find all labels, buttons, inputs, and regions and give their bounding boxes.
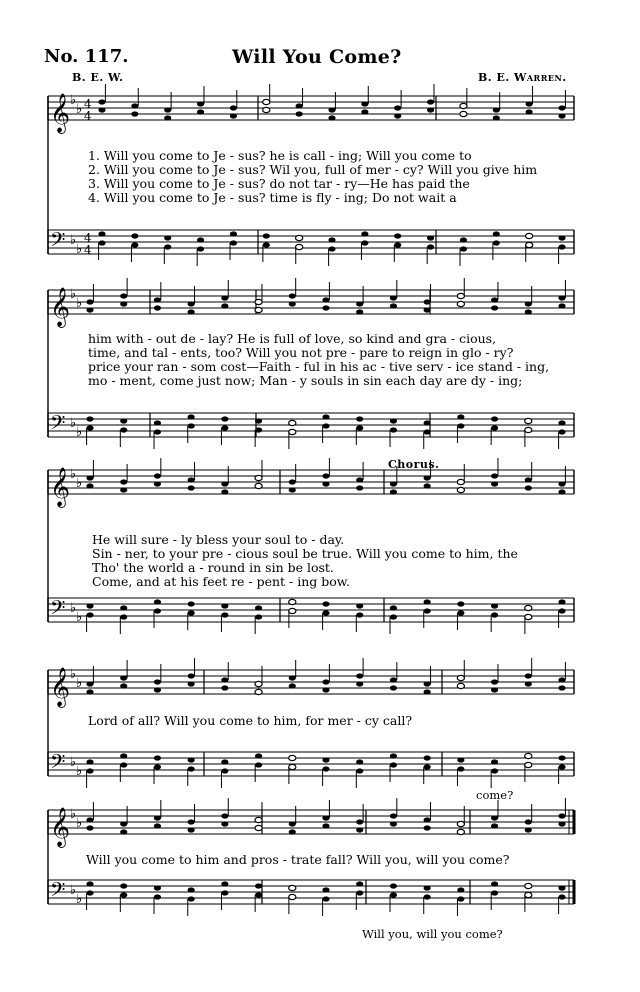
note-head [390,685,397,690]
bass-clef-icon: 𝄢 [50,750,66,778]
note-head [457,683,464,688]
lyric-line: mo - ment, come just now; Man - y souls in sin each day are dy - ing; [88,373,523,388]
note-head [356,768,363,773]
flat-icon: ♭ [76,892,83,907]
note-head [255,825,262,830]
system5-lyrics [0,852,640,897]
note-head [356,425,363,430]
note-head [197,237,204,242]
note-head [255,762,262,767]
note-head [424,483,431,488]
note-head [289,301,296,306]
lyric-line: 4. Will you come to Je - sus? time is fly - ing; Do not wait a [88,190,457,205]
time-signature: 4 [84,231,92,245]
note-head [289,675,296,680]
note-head [558,677,565,682]
note-head [86,307,93,312]
bass-clef-icon: 𝄢 [50,228,66,256]
note-head [289,487,296,492]
note-head [188,766,195,771]
note-head [289,429,296,434]
note-head [120,675,127,680]
note-head [424,825,431,830]
time-signature: 4 [84,97,92,111]
flat-icon: ♭ [70,667,77,682]
note-head [427,99,434,104]
note-head [86,759,93,764]
note-head [120,487,127,492]
note-head [424,429,431,434]
note-head [86,475,93,480]
note-head [390,821,397,826]
note-head [120,293,127,298]
words-credit: B. E. W. [72,71,124,84]
note-head [154,823,161,828]
note-head [356,301,363,306]
note-head [424,817,431,822]
note-head [255,475,262,480]
flat-icon: ♭ [76,476,83,491]
lyric-line: price your ran - som cost—Faith - ful in his ac - tive serv - ice stand - ing, [88,359,550,374]
note-head [526,109,533,114]
flat-icon: ♭ [70,416,77,431]
note-head [289,293,296,298]
note-head [131,103,138,108]
note-head [221,759,228,764]
note-head [491,823,498,828]
note-head [460,237,467,242]
note-head [491,815,498,820]
note-head [230,240,237,245]
flat-icon: ♭ [76,610,83,625]
system2-lyrics [0,331,640,421]
note-head [526,242,533,247]
note-head [525,681,532,686]
treble-clef-icon: 𝄞 [50,807,71,847]
note-head [525,301,532,306]
note-head [120,683,127,688]
note-head [390,427,397,432]
flat-icon: ♭ [70,601,77,616]
system3-lyrics [0,532,640,622]
note-head [356,477,363,482]
note-head [356,681,363,686]
note-head [131,242,138,247]
bass-clef-icon: 𝄢 [50,878,66,906]
note-head [322,305,329,310]
note-head [356,819,363,824]
note-head [493,107,500,112]
note-head [131,111,138,116]
note-head [457,896,464,901]
bass-clef-icon: 𝄢 [50,411,66,439]
note-head [197,101,204,106]
time-signature: 4 [84,109,92,123]
lyric-line: 3. Will you come to Je - sus? do not tar - ry—He has paid the [88,176,470,191]
treble-clef-icon: 𝄞 [50,467,71,507]
note-head [188,757,195,762]
note-head [457,675,464,680]
note-head [289,479,296,484]
note-head [361,101,368,106]
note-head [322,896,329,901]
lower-echo-text: Will you, will you come? [362,927,503,941]
note-head [289,829,296,834]
note-head [328,246,335,251]
note-head [457,829,464,834]
note-head [86,689,93,694]
note-head [197,246,204,251]
lyric-line: Lord of all? Will you come to him, for mer - cy call? [88,713,413,728]
flat-icon: ♭ [70,467,77,482]
note-head [525,485,532,490]
note-head [525,673,532,678]
note-head [558,113,565,118]
note-head [263,99,270,104]
note-head [322,757,329,762]
lyric-line: time, and tal - ents, too? Will you not pre - pare to reign in glo - ry? [88,345,514,360]
note-head [221,813,228,818]
note-head [188,477,195,482]
note-head [221,685,228,690]
note-head [221,303,228,308]
note-head [322,473,329,478]
note-head [221,768,228,773]
note-head [390,813,397,818]
note-head [427,107,434,112]
note-head [558,295,565,300]
note-head [491,305,498,310]
note-head [255,299,262,304]
note-head [328,237,335,242]
note-head [86,817,93,822]
note-head [491,481,498,486]
lyric-line: Come, and at his feet re - pent - ing bow. [92,574,350,589]
note-head [558,303,565,308]
note-head [120,301,127,306]
note-head [120,427,127,432]
lyric-line: him with - out de - lay? He is full of love, so kind and gra - cious, [88,331,497,346]
flat-icon: ♭ [76,676,83,691]
bass-clef-icon: 𝄢 [50,596,66,624]
note-head [188,309,195,314]
note-head [460,103,467,108]
note-head [221,489,228,494]
treble-clef-icon: 𝄞 [50,93,71,133]
note-head [491,768,498,773]
note-head [424,681,431,686]
note-head [491,473,498,478]
note-head [328,107,335,112]
flat-icon: ♭ [76,242,83,257]
note-head [491,759,498,764]
note-head [289,764,296,769]
note-head [525,309,532,314]
note-head [427,244,434,249]
note-head [356,309,363,314]
note-head [356,673,363,678]
note-head [188,673,195,678]
note-head [361,109,368,114]
note-head [86,299,93,304]
flat-icon: ♭ [70,233,77,248]
note-head [493,115,500,120]
note-head [188,301,195,306]
note-head [154,473,161,478]
note-head [263,107,270,112]
note-head [154,305,161,310]
note-head [394,242,401,247]
note-head [120,829,127,834]
note-head [322,297,329,302]
note-head [98,240,105,245]
note-head [86,483,93,488]
note-head [164,107,171,112]
note-head [558,764,565,769]
hymn-title: Will You Come? [232,46,402,68]
note-head [322,423,329,428]
note-head [289,683,296,688]
note-head [120,762,127,767]
note-head [154,420,161,425]
note-head [390,295,397,300]
note-head [394,113,401,118]
note-head [558,105,565,110]
note-head [356,485,363,490]
flat-icon: ♭ [76,296,83,311]
note-head [558,420,565,425]
note-head [263,242,270,247]
flat-icon: ♭ [70,287,77,302]
note-head [289,420,296,425]
note-head [457,821,464,826]
lyric-line: Tho' the world a - round in sin be lost. [92,560,334,575]
note-head [457,423,464,428]
system1-lyrics [0,148,640,238]
note-head [457,766,464,771]
note-head [98,99,105,104]
note-head [120,821,127,826]
note-head [322,815,329,820]
flat-icon: ♭ [70,883,77,898]
note-head [120,479,127,484]
note-head [221,821,228,826]
note-head [221,295,228,300]
note-head [197,109,204,114]
system4-lyrics [0,713,640,758]
note-head [457,301,464,306]
note-head [493,240,500,245]
note-head [188,827,195,832]
note-head [154,429,161,434]
note-head [558,481,565,486]
note-head [296,244,303,249]
note-head [491,687,498,692]
note-head [558,244,565,249]
note-head [558,685,565,690]
treble-clef-icon: 𝄞 [50,667,71,707]
note-head [558,429,565,434]
note-head [255,427,262,432]
note-head [460,111,467,116]
note-head [289,821,296,826]
hymn-number: No. 117. [44,46,129,67]
note-head [322,823,329,828]
note-head [394,105,401,110]
note-head [322,481,329,486]
note-head [188,896,195,901]
flat-icon: ♭ [70,93,77,108]
note-head [424,764,431,769]
note-head [86,825,93,830]
note-head [230,105,237,110]
time-signature: 4 [84,243,92,257]
note-head [322,679,329,684]
note-head [460,246,467,251]
lyric-line: Sin - ner, to your pre - cious soul be true. Will you come to him, the [92,546,518,561]
note-head [525,427,532,432]
note-head [154,815,161,820]
note-head [154,687,161,692]
note-head [255,483,262,488]
note-head [221,481,228,486]
note-head [230,113,237,118]
lyric-line: 1. Will you come to Je - sus? he is call - ing; Will you come to [88,148,472,163]
note-head [164,244,171,249]
flat-icon: ♭ [76,816,83,831]
note-head [322,766,329,771]
note-head [390,762,397,767]
note-head [296,103,303,108]
note-head [424,689,431,694]
note-head [255,681,262,686]
treble-clef-icon: 𝄞 [50,287,71,327]
note-head [154,297,161,302]
note-head [424,299,431,304]
note-head [525,827,532,832]
note-head [558,489,565,494]
note-head [390,489,397,494]
note-head [221,425,228,430]
note-head [86,768,93,773]
note-head [255,689,262,694]
note-head [255,817,262,822]
note-head [526,101,533,106]
note-head [424,420,431,425]
music-credit: B. E. Warren. [478,71,567,84]
note-head [328,115,335,120]
note-head [525,762,532,767]
note-head [356,759,363,764]
note-head [361,240,368,245]
note-head [491,679,498,684]
note-head [525,477,532,482]
note-head [164,115,171,120]
lyric-line: Will you come to him and pros - trate fall? Will you, will you come? [86,852,510,867]
note-head [390,481,397,486]
note-head [255,307,262,312]
note-head [188,423,195,428]
note-head [558,813,565,818]
note-head [390,677,397,682]
note-head [525,819,532,824]
note-head [296,111,303,116]
note-head [98,107,105,112]
note-head [491,297,498,302]
chorus-label: Chorus. [388,458,440,471]
note-head [188,819,195,824]
note-head [86,425,93,430]
note-head [322,687,329,692]
note-head [154,679,161,684]
note-head [457,479,464,484]
note-head [154,764,161,769]
note-head [154,481,161,486]
note-head [457,487,464,492]
flat-icon: ♭ [70,807,77,822]
note-head [558,821,565,826]
note-head [424,475,431,480]
note-head [188,485,195,490]
flat-icon: ♭ [70,755,77,770]
lyric-line: He will sure - ly bless your soul to - day. [92,532,345,547]
flat-icon: ♭ [76,102,83,117]
note-head [188,681,195,686]
lyric-line: 2. Will you come to Je - sus? Wil you, full of mer - cy? Will you give him [88,162,538,177]
note-head [424,307,431,312]
note-head [221,677,228,682]
note-head [457,757,464,762]
note-head [86,681,93,686]
note-head [356,827,363,832]
note-head [457,293,464,298]
note-head [491,425,498,430]
flat-icon: ♭ [76,425,83,440]
flat-icon: ♭ [76,764,83,779]
upper-echo-text: come? [476,788,514,802]
note-head [390,303,397,308]
